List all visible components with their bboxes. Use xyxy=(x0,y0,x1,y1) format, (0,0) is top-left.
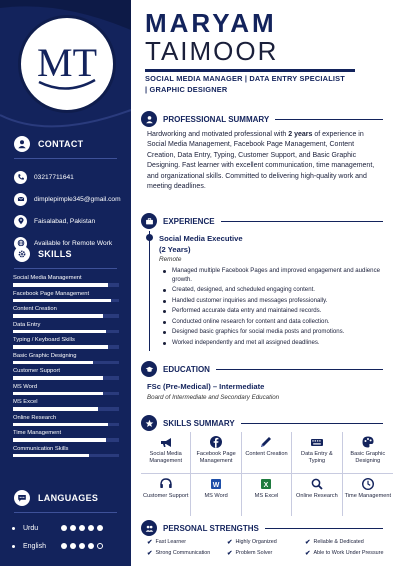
job-title: Social Media Executive xyxy=(159,234,243,243)
strength-label: Highly Organized xyxy=(235,539,277,545)
skill-level-fill xyxy=(13,299,111,303)
rating-dot xyxy=(70,525,76,531)
checkmark-icon: ✔ xyxy=(305,539,311,546)
checkmark-icon: ✔ xyxy=(227,539,233,546)
rating-dot xyxy=(88,525,94,531)
skill-level-fill xyxy=(13,454,89,458)
skill-level-fill xyxy=(13,438,106,442)
first-name: MARYAM xyxy=(145,8,277,38)
skill-name: MS Excel xyxy=(13,399,38,405)
skill-level-bar xyxy=(13,299,119,303)
experience-bullet: Designed basic graphics for social media posts and promotions. xyxy=(161,328,387,337)
checkmark-icon: ✔ xyxy=(147,539,153,546)
skills-list xyxy=(0,275,131,457)
contact-location xyxy=(0,210,131,232)
headset-icon xyxy=(159,477,173,491)
rating-dot xyxy=(88,543,94,549)
briefcase-icon xyxy=(141,213,157,229)
checkmark-icon: ✔ xyxy=(147,550,153,557)
email-icon xyxy=(14,193,27,206)
skill-name: Content Creation xyxy=(13,306,57,312)
summary-experience-years: 2 years xyxy=(288,131,313,138)
experience-bullet: Created, designed, and scheduled engaging content. xyxy=(161,286,387,295)
rating-dot xyxy=(61,543,67,549)
summary-rule xyxy=(275,119,383,120)
skill-summary-item xyxy=(343,474,393,516)
skill-item xyxy=(0,384,131,396)
role-line-2: | GRAPHIC DESIGNER xyxy=(145,85,228,94)
summary-text: Hardworking and motivated professional with 2 years of experience in Social Media Management, Facebook Page Management, Content Creation, Data Entry, Typing, Customer Support, and Basic Graphic Designing. Fast learner with excellent communication, time management, and organizational skills. Committed to delivering high-quality work and meeting deadlines. xyxy=(147,131,375,191)
skill-level-fill xyxy=(13,392,103,396)
skill-name: Data Entry xyxy=(13,321,41,328)
experience-bullets xyxy=(161,267,387,349)
skill-name: Customer Support xyxy=(13,368,61,374)
skill-level-bar xyxy=(13,314,119,318)
languages-title: LANGUAGES xyxy=(38,493,99,503)
skill-item xyxy=(0,430,131,442)
skill-summary-item xyxy=(191,474,241,516)
search-icon xyxy=(310,477,324,491)
rating-dot xyxy=(79,543,85,549)
monogram-logo-graphic xyxy=(27,24,107,104)
rating-dot xyxy=(97,525,103,531)
bullet-dot xyxy=(12,545,15,548)
skills-title: SKILLS xyxy=(38,249,72,259)
skill-item xyxy=(0,399,131,411)
strength-item xyxy=(305,549,391,557)
skill-item xyxy=(0,415,131,427)
facebook-icon xyxy=(209,435,223,449)
strengths-list xyxy=(147,538,391,557)
skills-section xyxy=(0,246,131,461)
skill-summary-label: MS Excel xyxy=(254,493,279,499)
checkmark-icon: ✔ xyxy=(227,550,233,557)
job-duration: (2 Years) xyxy=(159,245,191,254)
skill-level-fill xyxy=(13,330,106,334)
skill-summary-label: Social Media Management xyxy=(149,451,183,464)
skills-summary-title: SKILLS SUMMARY xyxy=(163,418,235,428)
contact-phone xyxy=(0,166,131,188)
rating-dot xyxy=(79,525,85,531)
skills-divider xyxy=(14,268,117,269)
experience-header xyxy=(141,213,383,229)
clock-icon xyxy=(361,477,375,491)
skill-summary-item xyxy=(292,474,342,516)
monogram-logo xyxy=(18,15,116,113)
skill-summary-label: Basic Graphic Designing xyxy=(350,451,386,464)
skill-level-bar xyxy=(13,345,119,349)
experience-title: EXPERIENCE xyxy=(163,216,215,226)
availability-text: Available for Remote Work xyxy=(34,239,113,247)
skill-item xyxy=(0,353,131,365)
skill-summary-label: Time Management xyxy=(344,493,392,499)
skill-summary-label: Data Entry & Typing xyxy=(301,451,333,464)
language-name: English xyxy=(23,542,46,550)
skill-level-bar xyxy=(13,407,119,411)
strength-item xyxy=(147,549,227,557)
languages-header xyxy=(0,490,131,506)
contact-header xyxy=(0,136,131,152)
rating-dot xyxy=(70,543,76,549)
language-item xyxy=(0,537,131,555)
skill-item xyxy=(0,322,131,334)
strength-item xyxy=(305,538,391,546)
sidebar xyxy=(0,0,131,566)
skill-summary-item xyxy=(242,432,292,474)
skill-level-bar xyxy=(13,454,119,458)
skill-name: Time Management xyxy=(13,430,62,436)
skill-item xyxy=(0,306,131,318)
summary-header xyxy=(141,111,383,127)
location-pin-icon xyxy=(14,215,27,228)
skill-name: Social Media Management xyxy=(13,275,82,281)
education-board: Board of Intermediate and Secondary Education xyxy=(147,394,280,401)
strengths-header xyxy=(141,520,383,536)
phone-number[interactable]: 03217711641 xyxy=(34,173,74,181)
skill-item xyxy=(0,291,131,303)
skill-level-bar xyxy=(13,361,119,365)
education-header xyxy=(141,361,383,377)
contact-section xyxy=(0,136,131,254)
degree-title: FSc (Pre-Medical) – Intermediate xyxy=(147,382,265,391)
contact-title: CONTACT xyxy=(38,139,84,149)
skill-name: Typing / Keyboard Skills xyxy=(13,337,75,343)
svg-text:X: X xyxy=(264,482,269,489)
skill-item xyxy=(0,337,131,349)
languages-divider xyxy=(14,512,117,513)
skills-header xyxy=(0,246,131,262)
skill-summary-item xyxy=(141,432,191,474)
experience-bullet: Conducted online research for content and data collection. xyxy=(161,318,387,327)
strength-label: Able to Work Under Pressure xyxy=(313,550,384,556)
skill-level-fill xyxy=(13,345,108,349)
strength-label: Strong Communication xyxy=(155,550,211,556)
language-rating xyxy=(61,525,103,531)
strength-item xyxy=(227,549,305,557)
skill-item xyxy=(0,368,131,380)
skill-level-bar xyxy=(13,330,119,334)
experience-bullet: Performed accurate data entry and maintained records. xyxy=(161,307,387,316)
strength-label: Problem Solver xyxy=(235,550,273,556)
pen-icon xyxy=(259,435,273,449)
contact-divider xyxy=(14,158,117,159)
strength-label: Reliable & Dedicated xyxy=(313,539,364,545)
strengths-title: PERSONAL STRENGTHS xyxy=(163,523,259,533)
language-name: Urdu xyxy=(23,524,39,532)
svg-text:W: W xyxy=(212,482,220,489)
skill-item xyxy=(0,446,131,458)
skills-summary-header xyxy=(141,415,383,431)
rating-dot xyxy=(97,543,103,549)
skill-level-fill xyxy=(13,407,98,411)
skill-summary-label: Facebook Page Management xyxy=(196,451,236,464)
keyboard-icon xyxy=(310,435,324,449)
speech-bubble-icon xyxy=(14,490,30,506)
main-content xyxy=(131,0,400,566)
skill-level-fill xyxy=(13,361,93,365)
last-name: TAIMOOR xyxy=(145,36,279,66)
strengths-rule xyxy=(265,528,383,529)
skill-item xyxy=(0,275,131,287)
language-rating xyxy=(61,543,103,549)
skill-name: Communication Skills xyxy=(13,445,69,452)
contact-email xyxy=(0,188,131,210)
graduation-cap-icon xyxy=(141,361,157,377)
people-icon xyxy=(141,520,157,536)
experience-timeline xyxy=(149,231,150,351)
experience-bullet: Managed multiple Facebook Pages and improved engagement and audience growth. xyxy=(161,267,387,284)
email-address[interactable]: dimplepimple345@gmail.com xyxy=(34,195,121,203)
skill-name: MS Word xyxy=(13,383,38,390)
skill-summary-item xyxy=(191,432,241,474)
skill-level-bar xyxy=(13,438,119,442)
skill-summary-label: MS Word xyxy=(204,493,228,499)
skill-level-fill xyxy=(13,314,103,318)
summary-title: PROFESSIONAL SUMMARY xyxy=(163,114,270,124)
svg-text:MT: MT xyxy=(37,40,97,85)
checkmark-icon: ✔ xyxy=(305,550,311,557)
person-icon xyxy=(141,111,157,127)
experience-bullet: Handled customer inquiries and messages professionally. xyxy=(161,297,387,306)
word-icon xyxy=(209,477,223,491)
star-icon xyxy=(141,415,157,431)
skill-summary-item xyxy=(292,432,342,474)
experience-rule xyxy=(221,221,383,222)
skills-summary-rule xyxy=(241,423,383,424)
skill-name: Basic Graphic Designing xyxy=(13,352,77,359)
skill-level-fill xyxy=(13,423,108,427)
skill-level-bar xyxy=(13,376,119,380)
contact-person-icon xyxy=(14,136,30,152)
skill-summary-item xyxy=(343,432,393,474)
skill-summary-label: Online Research xyxy=(296,493,338,499)
skill-level-bar xyxy=(13,423,119,427)
strength-item xyxy=(227,538,305,546)
skill-summary-item xyxy=(242,474,292,516)
strength-label: Fast Learner xyxy=(155,539,187,545)
bullet-dot xyxy=(12,527,15,530)
gear-icon xyxy=(14,246,30,262)
skills-summary-grid xyxy=(141,432,393,516)
skill-level-fill xyxy=(13,376,103,380)
skill-summary-item xyxy=(141,474,191,516)
timeline-dot xyxy=(146,234,153,241)
excel-icon xyxy=(259,477,273,491)
strength-item xyxy=(147,538,227,546)
education-rule xyxy=(216,369,383,370)
job-roles xyxy=(145,73,385,95)
language-item xyxy=(0,519,131,537)
role-divider xyxy=(145,69,355,72)
skill-name: Online Research xyxy=(13,414,57,421)
skill-summary-label: Content Creation xyxy=(245,451,288,457)
education-title: EDUCATION xyxy=(163,364,210,374)
role-line-1: SOCIAL MEDIA MANAGER | DATA ENTRY SPECIALIST xyxy=(145,74,346,83)
languages-section xyxy=(0,490,131,555)
skill-level-bar xyxy=(13,392,119,396)
skill-level-fill xyxy=(13,283,108,287)
skill-name: Facebook Page Management xyxy=(13,290,90,297)
location-text: Faisalabad, Pakistan xyxy=(34,217,96,225)
palette-icon xyxy=(361,435,375,449)
job-mode: Remote xyxy=(159,256,182,263)
skill-summary-label: Customer Support xyxy=(142,493,189,499)
rating-dot xyxy=(61,525,67,531)
languages-list xyxy=(0,519,131,555)
megaphone-icon xyxy=(159,435,173,449)
experience-bullet: Worked independently and met all assigned deadlines. xyxy=(161,339,387,348)
skill-level-bar xyxy=(13,283,119,287)
phone-icon xyxy=(14,171,27,184)
